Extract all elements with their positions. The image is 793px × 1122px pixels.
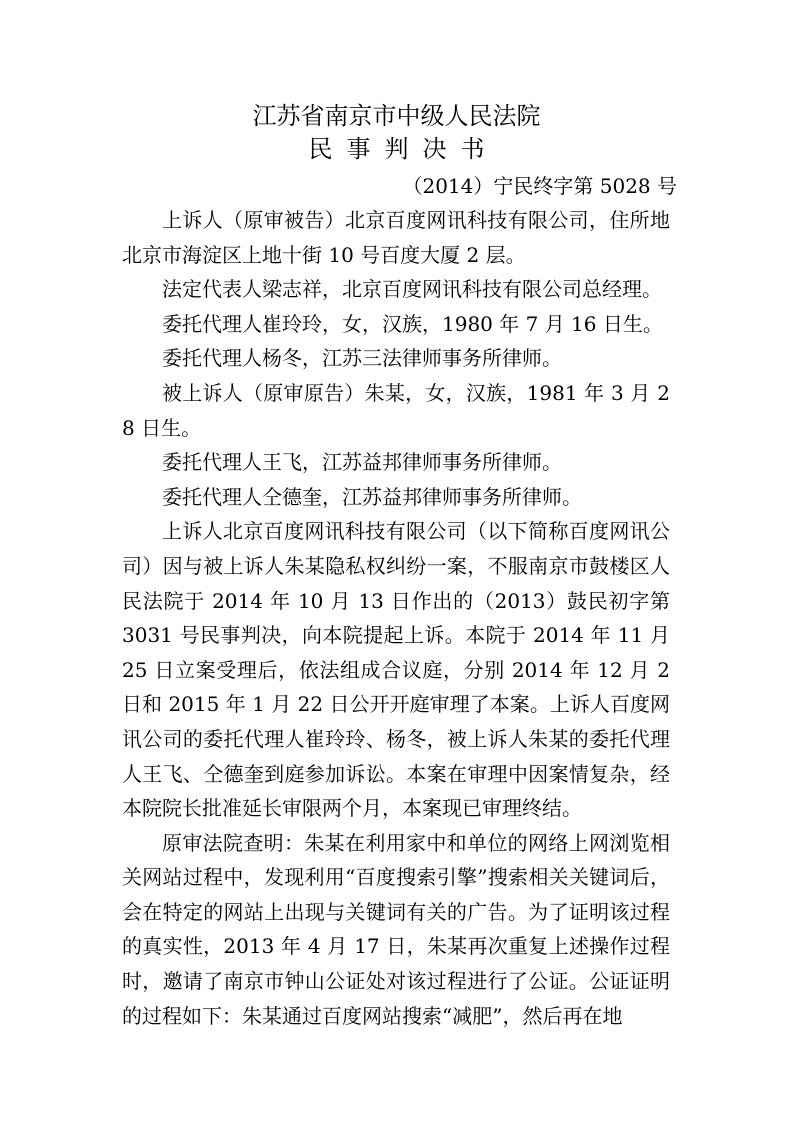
document-type-heading: 民事判决书	[308, 135, 499, 163]
appellant-agent-1-paragraph: 委托代理人崔玲玲，女，汉族，1980 年 7 月 16 日生。	[162, 311, 663, 336]
legal-representative-paragraph: 法定代表人梁志祥，北京百度网讯科技有限公司总经理。	[162, 277, 662, 302]
judgment-body	[122, 203, 670, 1033]
appellee-paragraph: 被上诉人（原审原告）朱某，女，汉族，1981 年 3 月 28 日生。	[122, 380, 670, 440]
appellee-agent-1-paragraph: 委托代理人王飞，江苏益邦律师事务所律师。	[162, 450, 562, 475]
appellee-agent-2-paragraph: 委托代理人仝德奎，江苏益邦律师事务所律师。	[162, 484, 582, 509]
appellant-paragraph: 上诉人（原审被告）北京百度网讯科技有限公司，住所地北京市海淀区上地十街 10 号百度大厦 2 层。	[122, 208, 670, 267]
appellant-agent-2-paragraph: 委托代理人杨冬，江苏三法律师事务所律师。	[162, 346, 562, 371]
case-history-paragraph: 上诉人北京百度网讯科技有限公司（以下简称百度网讯公司）因与被上诉人朱某隐私权纠纷一案，不服南京市鼓楼区人民法院于 2014 年 10 月 13 日作出的（2013）鼓民初字第 3031 号民事判决，向本院提起上诉。本院于 2014 年 11 月 25 日立案受理后，依法组成合议庭，分别 2014 年 12 月 2 日和 2015 年 1 月 22 日公开开庭审理了本案。上诉人百度网讯公司的委托代理人崔玲玲、杨冬，被上诉人朱某的委托代理人王飞、仝德奎到庭参加诉讼。本案在审理中因案情复杂，经本院院长批准延长审限两个月，本案现已审理终结。	[122, 519, 670, 821]
court-name-heading: 江苏省南京市中级人民法院	[252, 102, 541, 130]
case-number: （2014）宁民终字第 5028 号	[402, 174, 677, 198]
facts-found-paragraph: 原审法院查明：朱某在利用家中和单位的网络上网浏览相关网站过程中，发现利用“百度搜索引擎”搜索相关关键词后，会在特定的网站上出现与关键词有关的广告。为了证明该过程的真实性，2013 年 4 月 17 日，朱某再次重复上述操作过程时，邀请了南京市钟山公证处对该过程进行了公证。公证证明的过程如下：朱某通过百度网站搜索“减肥”，然后再在地	[122, 830, 670, 1028]
